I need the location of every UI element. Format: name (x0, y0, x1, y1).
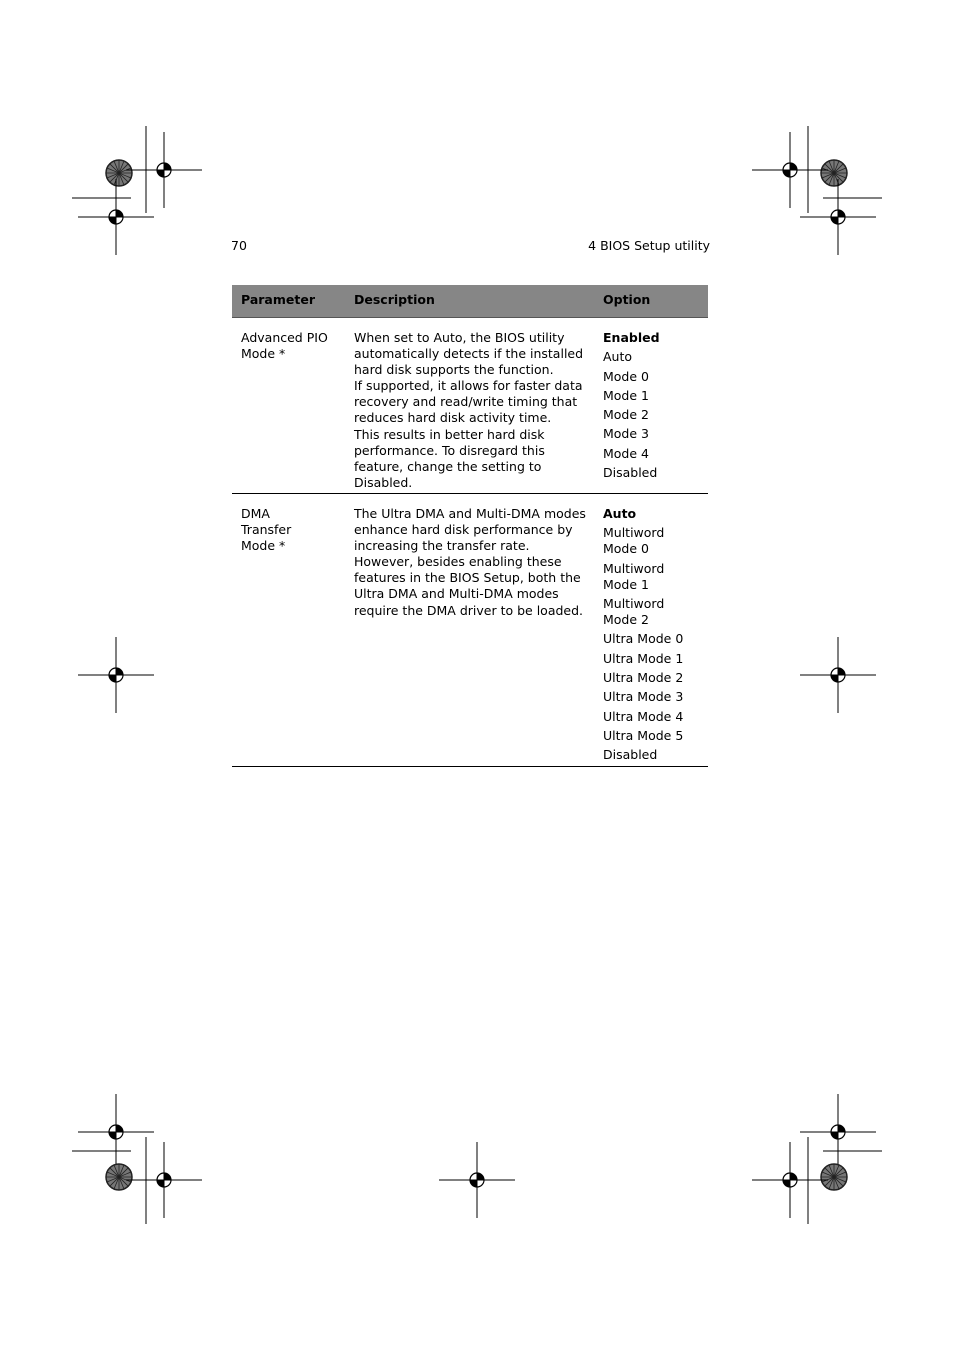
option-item: Ultra Mode 5 (603, 727, 684, 743)
option-item: Mode 2 (603, 407, 649, 423)
option-item: Mode 1 (603, 387, 649, 403)
option-item: Disabled (603, 464, 658, 480)
option-item: Ultra Mode 1 (603, 650, 684, 666)
option-item: Ultra Mode 4 (603, 708, 684, 724)
description-cell: The Ultra DMA and Multi-DMA modes enhance hard disk performance by increasing the transfer rate. However, besides enabling these features in the BIOS Setup, both the Ultra DMA and Multi-DMA modes require the DMA driver to be loaded. (354, 506, 586, 618)
option-item: Disabled (603, 747, 658, 763)
option-item: Multiword Mode 2 (603, 596, 665, 628)
column-header-parameter: Parameter (241, 292, 315, 307)
option-default: Enabled (603, 330, 660, 345)
option-item: Auto (603, 349, 633, 365)
option-item: Ultra Mode 0 (603, 631, 684, 647)
option-item: Mode 0 (603, 368, 649, 384)
option-default: Auto (603, 506, 637, 521)
option-item: Mode 4 (603, 445, 649, 461)
parameter-cell: DMA Transfer Mode * (241, 506, 292, 554)
running-head: 4 BIOS Setup utility (588, 238, 710, 253)
table-row-dma-transfer-mode (232, 494, 708, 767)
table-row-advanced-pio-mode (232, 318, 708, 494)
options-cell (603, 506, 703, 766)
bios-parameter-table (232, 285, 708, 767)
column-header-description: Description (354, 292, 435, 307)
option-item: Multiword Mode 0 (603, 525, 665, 557)
page-number: 70 (231, 238, 247, 253)
column-header-option: Option (603, 292, 651, 307)
table-header-row (232, 285, 708, 318)
description-cell: When set to Auto, the BIOS utility automatically detects if the installed hard disk supports the function. If supported, it allows for faster data recovery and read/write timing that reduces hard disk activity time. This results in better hard disk performance. To disregard this feature, change the setting to Disabled. (354, 330, 584, 490)
options-cell (603, 330, 703, 484)
parameter-cell: Advanced PIO Mode * (241, 330, 328, 362)
option-item: Mode 3 (603, 426, 649, 442)
option-item: Ultra Mode 3 (603, 689, 684, 705)
option-item: Ultra Mode 2 (603, 669, 684, 685)
option-item: Multiword Mode 1 (603, 560, 665, 592)
